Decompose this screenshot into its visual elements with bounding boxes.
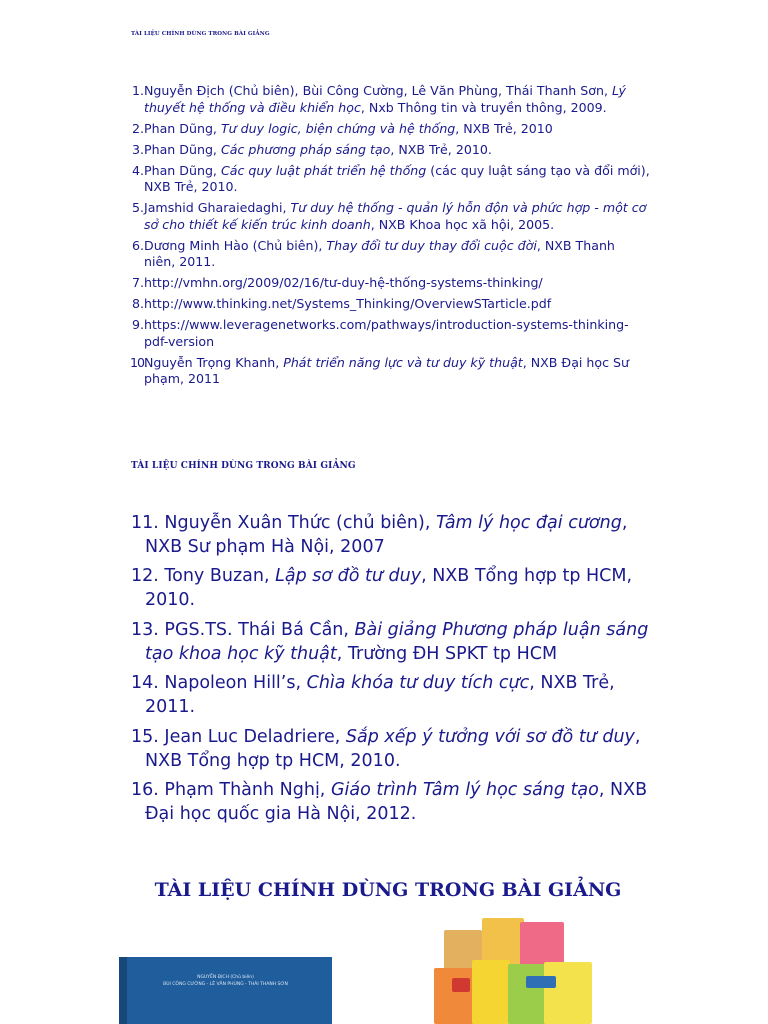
- books-stack-image: [428, 916, 598, 1024]
- reference-publisher: , NXB Trẻ, 2011.: [145, 673, 615, 718]
- reference-number: 13.: [131, 619, 159, 640]
- reference-item: [130, 296, 650, 313]
- slide-heading-main: TÀI LIỆU CHÍNH DÙNG TRONG BÀI GIẢNG: [154, 879, 622, 901]
- reference-publisher: , NXB Trẻ, 2010: [455, 120, 553, 136]
- slide-heading-small-1: TÀI LIỆU CHÍNH DÙNG TRONG BÀI GIẢNG: [131, 31, 270, 37]
- reference-link[interactable]: https://www.leveragenetworks.com/pathways/introduction-systems-thinking-pdf-version: [144, 317, 629, 349]
- reference-link[interactable]: http://www.thinking.net/Systems_Thinking/OverviewSTarticle.pdf: [144, 296, 552, 311]
- reference-publisher: , NXB Đại học quốc gia Hà Nội, 2012.: [145, 780, 648, 825]
- reference-item: [131, 672, 651, 719]
- reference-item: [131, 779, 651, 826]
- reference-title: Tư duy hệ thống - quản lý hỗn độn và phức hợp - một cơ sở cho thiết kế kiến trúc kinh doanh: [144, 200, 647, 232]
- reference-number: 10.: [130, 354, 148, 370]
- reference-text: Napoleon Hill’s,: [164, 673, 307, 694]
- reference-number: 4.: [131, 162, 144, 178]
- reference-text: Dương Minh Hào (Chủ biên),: [144, 237, 327, 253]
- reference-publisher: , NXB Tổng hợp tp HCM, 2010.: [145, 726, 641, 771]
- reference-item: [130, 317, 650, 350]
- book-image: [452, 978, 470, 992]
- reference-item: [130, 83, 650, 116]
- reference-title: Chìa khóa tư duy tích cực: [306, 673, 530, 694]
- book-image: [472, 960, 510, 1024]
- reference-item: [130, 121, 650, 138]
- reference-title: Tư duy logic, biện chứng và hệ thống: [220, 120, 456, 136]
- reference-item: [131, 619, 651, 666]
- reference-item: [130, 238, 650, 271]
- reference-item: [131, 512, 651, 559]
- reference-text: Phạm Thành Nghị,: [164, 780, 331, 801]
- reference-number: 15.: [131, 726, 159, 747]
- reference-publisher: , Nxb Thông tin và truyền thông, 2009.: [360, 99, 607, 115]
- reference-number: 16.: [131, 780, 159, 801]
- reference-item: [130, 163, 650, 196]
- reference-title: Bài giảng Phương pháp luận sáng tạo khoa học kỹ thuật: [145, 619, 649, 664]
- reference-title: Phát triển năng lực và tư duy kỹ thuật: [283, 354, 523, 370]
- reference-title: Các phương pháp sáng tạo: [220, 141, 391, 157]
- reference-number: 8.: [131, 296, 144, 311]
- reference-title: Giáo trình Tâm lý học sáng tạo: [330, 780, 599, 801]
- reference-text: Nguyễn Xuân Thức (chủ biên),: [164, 513, 436, 533]
- reference-publisher: , NXB Sư phạm Hà Nội, 2007: [145, 513, 628, 557]
- book-image: [526, 976, 556, 988]
- reference-publisher: , NXB Khoa học xã hội, 2005.: [370, 216, 555, 232]
- reference-item: [130, 200, 650, 233]
- book-cover-image: [119, 957, 332, 1024]
- reference-number: 9.: [131, 317, 144, 332]
- reference-publisher: , NXB Thanh niên, 2011.: [144, 237, 615, 269]
- reference-text: Phan Dũng,: [144, 141, 221, 157]
- reference-item: [130, 275, 650, 292]
- reference-text: Jean Luc Deladriere,: [164, 726, 346, 747]
- reference-link[interactable]: http://vmhn.org/2009/02/16/tư-duy-hệ-thống-systems-thinking/: [144, 275, 543, 290]
- reference-number: 7.: [131, 275, 144, 290]
- reference-title: Thay đổi tư duy thay đổi cuộc đời: [326, 237, 537, 253]
- reference-title: Tâm lý học đại cương: [435, 513, 622, 533]
- reference-text: Phan Dũng,: [144, 162, 221, 178]
- reference-publisher: (các quy luật sáng tạo và đổi mới), NXB Trẻ, 2010.: [144, 162, 650, 194]
- reference-text: Tony Buzan,: [164, 566, 276, 587]
- reference-text: Nguyễn Trọng Khanh,: [144, 354, 284, 370]
- reference-publisher: , NXB Tổng hợp tp HCM, 2010.: [145, 566, 633, 611]
- reference-number: 2.: [131, 120, 144, 136]
- book-coauthors-line: BÙI CÔNG CƯỜNG - LÊ VĂN PHÙNG - THÁI THANH SƠN: [163, 982, 288, 987]
- reference-publisher: , NXB Đại học Sư phạm, 2011: [144, 354, 630, 386]
- reference-number: 1.: [131, 83, 144, 98]
- reference-title: Sắp xếp ý tưởng với sơ đồ tư duy: [345, 726, 635, 747]
- reference-list-part-2: [131, 512, 651, 833]
- reference-number: 5.: [131, 200, 144, 215]
- reference-number: 6.: [131, 237, 144, 253]
- reference-publisher: , Trường ĐH SPKT tp HCM: [336, 643, 558, 664]
- book-image: [544, 962, 592, 1024]
- reference-text: Jamshid Gharaiedaghi,: [144, 200, 291, 215]
- reference-text: Nguyễn Địch (Chủ biên), Bùi Công Cường, Lê Văn Phùng, Thái Thanh Sơn,: [144, 83, 612, 98]
- reference-title: Lý thuyết hệ thống và điều khiển học: [144, 83, 627, 115]
- reference-publisher: , NXB Trẻ, 2010.: [390, 141, 492, 157]
- reference-text: PGS.TS. Thái Bá Cần,: [164, 619, 355, 640]
- reference-number: 11.: [131, 513, 159, 533]
- reference-title: Lập sơ đồ tư duy: [275, 566, 422, 587]
- reference-number: 14.: [131, 673, 159, 694]
- reference-title: Các quy luật phát triển hệ thống: [220, 162, 427, 178]
- reference-number: 3.: [131, 141, 144, 157]
- book-spine: [119, 957, 127, 1024]
- book-image: [434, 968, 474, 1024]
- reference-item: [131, 726, 651, 773]
- reference-item: [130, 355, 650, 388]
- slide-heading-small-2: TÀI LIỆU CHÍNH DÙNG TRONG BÀI GIẢNG: [131, 461, 356, 471]
- reference-item: [130, 142, 650, 159]
- reference-number: 12.: [131, 566, 159, 587]
- reference-item: [131, 565, 651, 612]
- reference-text: Phan Dũng,: [144, 120, 221, 136]
- reference-list-part-1: [130, 83, 650, 392]
- book-image: [508, 964, 546, 1024]
- book-author-line: NGUYỄN ĐỊCH (Chủ biên): [197, 975, 254, 980]
